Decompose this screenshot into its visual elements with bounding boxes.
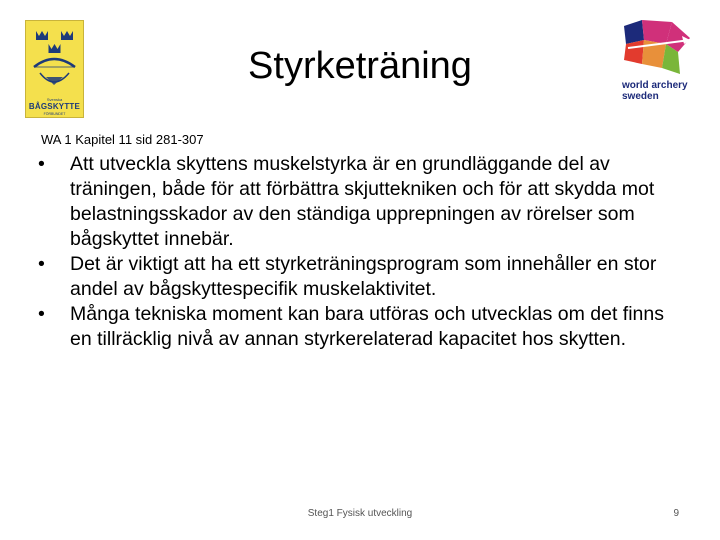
bullet-text: Det är viktigt att ha ett styrketräningsprogram som innehåller en stor andel av bågskyttespecifik muskelaktivitet.: [70, 253, 657, 300]
bullet-marker: •: [38, 303, 45, 325]
crest-sub-text: FÖRBUNDET: [43, 112, 66, 116]
bullet-text: Att utveckla skyttens muskelstyrka är en grundläggande del av träningen, både för att förbättra skjuttekniken och för att skydda mot belastningsskador av den ständiga upprepningen av rörelser som bågskyttet innebär.: [70, 153, 655, 250]
slide-footer: Steg1 Fysisk utveckling: [307, 508, 413, 519]
chapter-reference: WA 1 Kapitel 11 sid 281-307: [41, 132, 204, 147]
bullet-marker: •: [38, 253, 45, 275]
bullet-text: Många tekniska moment kan bara utföras och utvecklas om det finns en tillräcklig nivå av annan styrkerelaterad kapacitet hos skytten.: [70, 303, 664, 350]
bullet-item: [38, 252, 688, 302]
bullet-list: [38, 152, 688, 352]
slide-title: Styrketräning: [248, 45, 472, 87]
crest-small-text: Svenska: [46, 97, 63, 102]
world-archery-line2: sweden: [622, 91, 659, 102]
crest-name-text: BÅGSKYTTE: [28, 102, 81, 111]
bullet-marker: •: [38, 153, 45, 175]
world-archery-logo: [620, 18, 696, 118]
page-number: 9: [673, 508, 679, 519]
world-archery-text: [622, 80, 688, 102]
bullet-item: [38, 302, 688, 352]
bullet-item: [38, 152, 688, 252]
world-archery-icon: [620, 18, 696, 80]
world-archery-line1: world archery: [622, 80, 688, 91]
